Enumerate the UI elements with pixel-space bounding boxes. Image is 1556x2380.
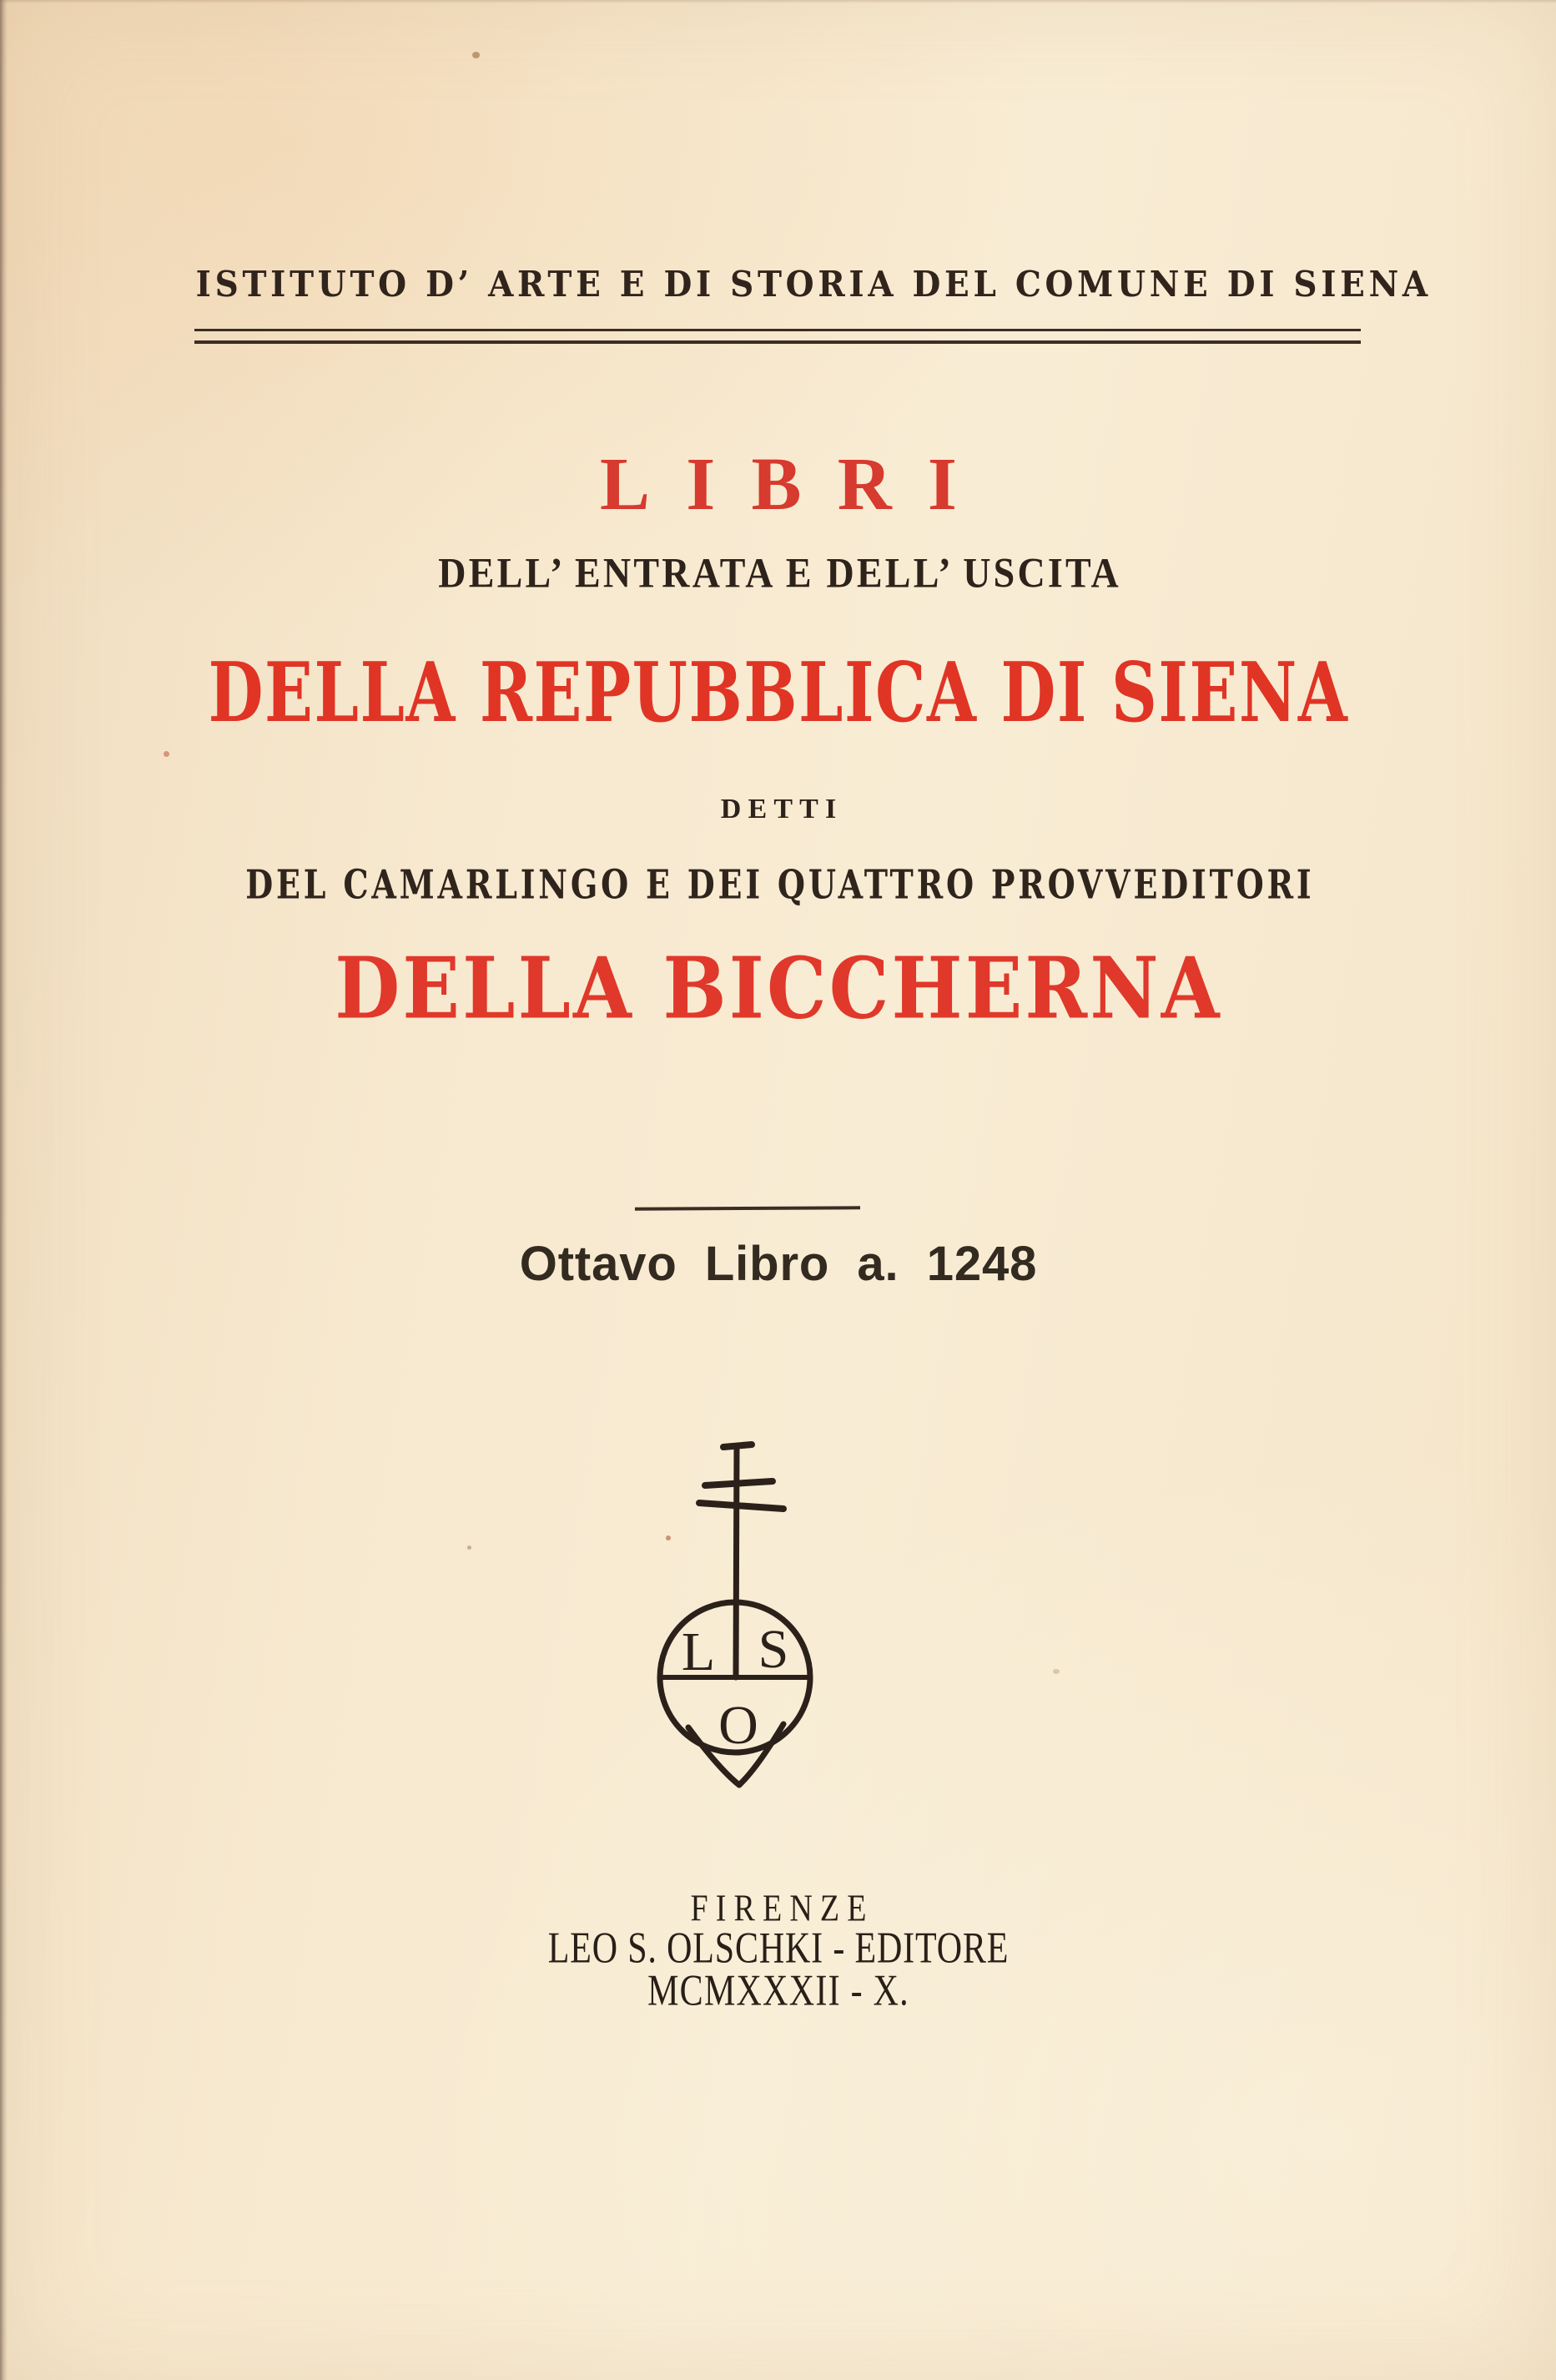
- foxing-speck: [1053, 1669, 1060, 1674]
- olschki-printer-device-icon: [638, 1435, 838, 1794]
- device-letter-s: S: [758, 1619, 789, 1680]
- imprint-year: MCMXXXII - X.: [647, 1967, 909, 2015]
- imprint-publisher: LEO S. OLSCHKI - EDITORE: [547, 1924, 1010, 1973]
- main-title-biccherna: DELLA BICCHERNA: [335, 939, 1222, 1039]
- connector-detti: DETTI: [720, 794, 843, 824]
- device-cross-lower-bar: [699, 1503, 783, 1509]
- device-cross-upper-bar: [705, 1481, 773, 1485]
- volume-line: Ottavo Libro a. 1248: [519, 1237, 1038, 1291]
- main-title-repubblica-siena: DELLA REPUBBLICA DI SIENA: [208, 643, 1349, 741]
- foxing-speck: [467, 1545, 471, 1550]
- subtitle-camarlingo-provveditori: DEL CAMARLINGO E DEI QUATTRO PROVVEDITORI: [245, 860, 1315, 908]
- device-letter-o: O: [718, 1695, 758, 1756]
- device-cross-top-bar: [723, 1445, 752, 1447]
- scan-edge-top: [0, 0, 1556, 3]
- series-title: LIBRI: [600, 443, 994, 526]
- foxing-speck: [472, 52, 480, 58]
- subtitle-entrata-uscita: DELL’ ENTRATA E DELL’ USCITA: [438, 549, 1121, 597]
- imprint-city: FIRENZE: [690, 1887, 874, 1930]
- header-double-rule: [194, 329, 1361, 344]
- scan-edge-left: [0, 0, 8, 2380]
- separator-rule: [635, 1206, 860, 1210]
- institution-header: ISTITUTO D’ ARTE E DI STORIA DEL COMUNE DI SIENA: [195, 264, 1432, 305]
- foxing-speck: [164, 751, 169, 757]
- device-letter-l: L: [681, 1621, 716, 1682]
